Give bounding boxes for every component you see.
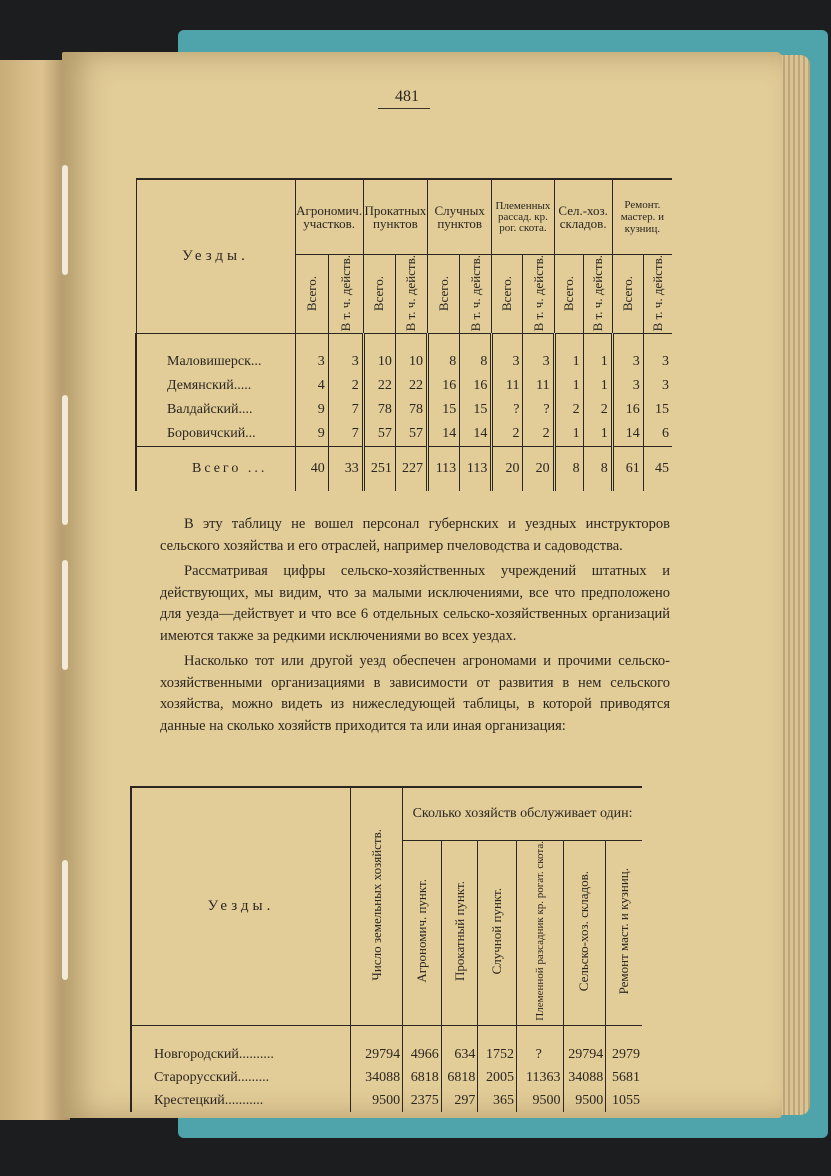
cell: 34088 [350,1066,402,1089]
paragraph: В эту таблицу не вошел персонал губернских и уездных инструкторов сельского хозяйства и его отраслей, например пчеловодства и садоводства. [160,516,670,554]
cell: 3 [643,350,672,374]
cell: 8 [460,350,492,374]
cell: 1 [554,422,583,447]
cell: 40 [295,447,328,492]
page-number-rule [378,108,430,109]
cell: 14 [460,422,492,447]
cell: 2005 [478,1066,517,1089]
cell: 29794 [563,1043,606,1066]
table-row [136,350,672,374]
cell: 15 [643,398,672,422]
total-label: Всего ... [136,447,295,492]
cell: 297 [441,1089,478,1112]
cell: 113 [460,447,492,492]
cell: 57 [395,422,427,447]
cell: 9500 [517,1089,564,1112]
cell: 2 [492,422,523,447]
cell: 9500 [563,1089,606,1112]
table-row [136,374,672,398]
cell: 2 [328,374,363,398]
cell: 9500 [350,1089,402,1112]
cell: 78 [395,398,427,422]
cell: 16 [612,398,643,422]
cell: ? [523,398,554,422]
cell: 4 [295,374,328,398]
uezd-name: Маловишерск... [136,350,295,374]
cell: 14 [612,422,643,447]
subheader-total: Всего. [371,275,387,311]
cell: 20 [492,447,523,492]
table-row [131,1089,642,1112]
cell: 3 [492,350,523,374]
binding-stitch [62,165,68,275]
cell: 10 [363,350,395,374]
cell: 2 [554,398,583,422]
subcol-header: Сельско-хоз. складов. [576,870,592,991]
cell: 14 [428,422,460,447]
cell: 33 [328,447,363,492]
cell: 9 [295,422,328,447]
institutions-table [135,178,672,491]
cell: 45 [643,447,672,492]
body-text [160,514,670,737]
cell: 4966 [403,1043,442,1066]
table-row [136,398,672,422]
cell: 3 [328,350,363,374]
uezd-name: Старорусский......... [131,1066,350,1089]
cell: 1 [583,374,612,398]
paragraph: Рассматривая цифры сельско-хозяйственных учреждений штатных и действующих, мы видим, что за малыми исключениями, все что предположено для уезда—действует и что все 6 отдельных сельско-хозяйственных организаций имеются также за редкими исключениями во всех уездах. [160,563,670,644]
cell: 15 [460,398,492,422]
cell: 57 [363,422,395,447]
subheader-total: Всего. [303,275,319,311]
left-page-edge [0,60,70,1120]
uezd-name: Крестецкий........... [131,1089,350,1112]
uezd-name: Боровичский... [136,422,295,447]
cell: 15 [428,398,460,422]
cell: 3 [612,350,643,374]
cell: 61 [612,447,643,492]
page-number: 481 [395,88,419,105]
paragraph: Насколько тот или другой уезд обеспечен агрономами и прочими сельско-хозяйственными организациями в зависимости от развития в нем сельского хозяйства, можно видеть из нижеследующей таблицы, в которой приводятся данные на сколько хозяйств приходится та или иная организация: [160,653,670,734]
cell: 20 [523,447,554,492]
cell: 16 [428,374,460,398]
group-header: Сел.-хоз. складов. [554,179,612,255]
cell: 2 [583,398,612,422]
subheader-active: В т. ч. действ. [530,255,546,332]
group-header: Сколько хозяйств обслуживает один: [403,787,642,841]
households-header: Число земельных хозяйств. [368,828,384,981]
cell: 1 [554,374,583,398]
row-header: Уезды. [136,179,295,334]
cell: 1752 [478,1043,517,1066]
cell: 16 [460,374,492,398]
cell: 2375 [403,1089,442,1112]
subheader-total: Всего. [435,275,451,311]
uezd-name: Валдайский.... [136,398,295,422]
cell: 6818 [441,1066,478,1089]
cell: 5681 [606,1066,642,1089]
cell: 8 [428,350,460,374]
cell: 1 [554,350,583,374]
group-header: Прокатных пунктов [363,179,427,255]
cell: 22 [395,374,427,398]
subheader-total: Всего. [560,275,576,311]
cell: 6 [643,422,672,447]
cell: ? [517,1043,564,1066]
subcol-header: Случной пункт. [489,887,505,975]
cell: 7 [328,422,363,447]
cell: 10 [395,350,427,374]
cell: 78 [363,398,395,422]
subheader-total: Всего. [619,275,635,311]
cell: ? [492,398,523,422]
cell: 11 [492,374,523,398]
table-row [131,1066,642,1089]
cell: 9 [295,398,328,422]
cell: 3 [612,374,643,398]
cell: 2 [523,422,554,447]
cell: 8 [583,447,612,492]
cell: 29794 [350,1043,402,1066]
binding-stitch [62,560,68,670]
table-row [131,1043,642,1066]
subcol-header: Прокатный пункт. [451,880,467,981]
binding-stitch [62,860,68,980]
subheader-total: Всего. [499,275,515,311]
group-header: Агрономич. участков. [295,179,363,255]
cell: 113 [428,447,460,492]
binding-stitch [62,395,68,525]
table-row [136,422,672,447]
subcol-header: Племенной разсадник кр. рогат. скота. [533,841,546,1021]
cell: 1 [583,422,612,447]
subheader-active: В т. ч. действ. [467,255,483,332]
cell: 7 [328,398,363,422]
group-header: Племенных рассад. кр. рог. скота. [492,179,554,255]
cell: 1 [583,350,612,374]
cell: 227 [395,447,427,492]
cell: 2979 [606,1043,642,1066]
uezd-name: Новгородский.......... [131,1043,350,1066]
subheader-active: В т. ч. действ. [403,255,419,332]
subcol-header: Ремонт маст. и кузниц. [616,867,632,995]
row-header: Уезды. [131,787,350,1025]
cell: 22 [363,374,395,398]
group-header: Ремонт. мастер. и кузниц. [612,179,672,255]
subcol-header: Агрономич. пункт. [413,879,429,983]
cell: 3 [523,350,554,374]
subheader-active: В т. ч. действ. [589,255,605,332]
cell: 634 [441,1043,478,1066]
cell: 8 [554,447,583,492]
cell: 11 [523,374,554,398]
cell: 3 [643,374,672,398]
cell: 11363 [517,1066,564,1089]
cell: 3 [295,350,328,374]
households-table [130,786,642,1112]
total-row [136,447,672,492]
subheader-active: В т. ч. действ. [337,255,353,332]
cell: 251 [363,447,395,492]
cell: 365 [478,1089,517,1112]
cell: 1055 [606,1089,642,1112]
cell: 34088 [563,1066,606,1089]
subheader-active: В т. ч. действ. [649,255,665,332]
uezd-name: Демянский..... [136,374,295,398]
group-header: Случных пунктов [428,179,492,255]
cell: 6818 [403,1066,442,1089]
